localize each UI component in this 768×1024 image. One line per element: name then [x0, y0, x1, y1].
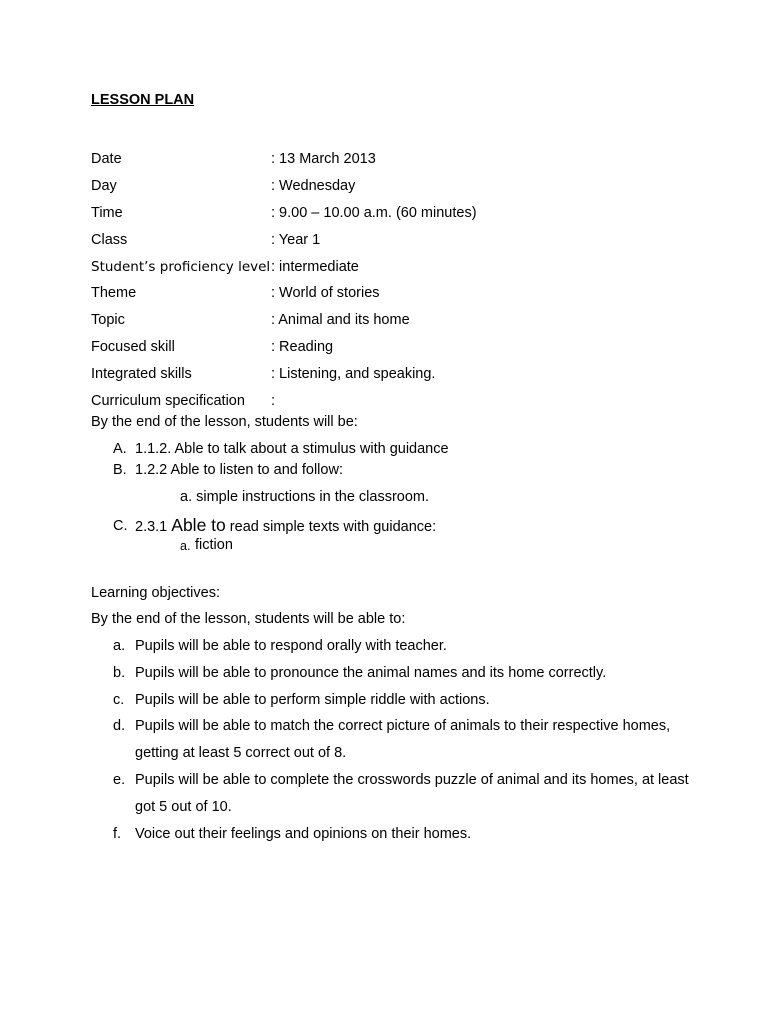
objectives-heading: Learning objectives: [91, 585, 220, 601]
info-key: Student’s proficiency level [91, 258, 271, 275]
list-item [113, 687, 713, 714]
spec-intro: By the end of the lesson, students will be: [91, 414, 358, 430]
info-row-class [91, 226, 731, 253]
info-row-theme [91, 280, 731, 307]
info-key: Class [91, 231, 128, 248]
list-marker: a. [113, 638, 126, 654]
info-value: : Listening, and speaking. [271, 365, 436, 382]
list-marker: d. [113, 718, 126, 735]
info-row-day [91, 173, 731, 200]
list-text: Pupils will be able to pronounce the animal names and its home correctly. [135, 664, 607, 681]
info-value: : Year 1 [271, 231, 321, 248]
info-key: Day [91, 178, 117, 195]
spec-text: read simple texts with guidance: [229, 519, 437, 535]
info-key: Curriculum specification [91, 392, 245, 409]
info-key: Time [91, 204, 123, 221]
list-text: Pupils will be able to respond orally with teacher. [135, 638, 447, 654]
list-item [113, 767, 713, 821]
info-key: Focused skill [91, 338, 175, 355]
lesson-info [91, 146, 731, 414]
objectives-intro: By the end of the lesson, students will be able to: [91, 611, 406, 627]
objectives-list [113, 633, 713, 847]
info-row-curriculum [91, 387, 731, 414]
list-item [113, 660, 713, 687]
info-key: Integrated skills [91, 365, 192, 382]
spec-number: 2.3.1 [135, 519, 168, 535]
spec-marker: C. [113, 518, 128, 534]
list-text: Pupils will be able to perform simple riddle with actions. [135, 691, 490, 708]
spec-marker: a. [180, 539, 191, 553]
list-marker: e. [113, 771, 126, 788]
list-item [113, 713, 713, 767]
info-row-date [91, 146, 731, 173]
info-value: : [271, 392, 276, 409]
info-value: : 13 March 2013 [271, 151, 376, 168]
info-value: : Animal and its home [271, 312, 410, 329]
info-value: : Reading [271, 338, 334, 355]
info-value: : intermediate [271, 258, 359, 275]
info-key: Date [91, 151, 122, 168]
info-row-focused-skill [91, 334, 731, 361]
list-text: Voice out their feelings and opinions on their homes. [135, 825, 472, 842]
list-item [113, 633, 713, 660]
spec-item: 1.1.2. Able to talk about a stimulus with guidance [135, 441, 449, 457]
spec-item: 1.2.2 Able to listen to and follow: [135, 462, 343, 478]
list-marker: b. [113, 664, 126, 681]
info-key: Theme [91, 285, 137, 302]
info-value: : World of stories [271, 285, 380, 302]
page-title: LESSON PLAN [91, 92, 195, 108]
list-item [113, 821, 713, 848]
spec-marker: B. [113, 462, 127, 478]
info-row-proficiency [91, 253, 731, 280]
info-row-topic [91, 307, 731, 334]
list-text: Pupils will be able to match the correct picture of animals to their respective homes, getting at least 5 correct out of 8. [135, 718, 671, 762]
list-marker: c. [113, 691, 125, 708]
info-key: Topic [91, 312, 125, 329]
info-row-integrated-skills [91, 360, 731, 387]
info-row-time [91, 200, 731, 227]
info-value: : Wednesday [271, 178, 356, 195]
info-value: : 9.00 – 10.00 a.m. (60 minutes) [271, 204, 477, 221]
list-text: Pupils will be able to complete the crosswords puzzle of animal and its homes, at least got 5 out of 10. [135, 771, 689, 815]
spec-item [135, 515, 436, 536]
spec-subitem: a. simple instructions in the classroom. [180, 489, 430, 505]
spec-emphasis: Able to [171, 515, 226, 535]
spec-marker: A. [113, 441, 127, 457]
spec-subitem: fiction [195, 537, 233, 553]
list-marker: f. [113, 825, 122, 842]
